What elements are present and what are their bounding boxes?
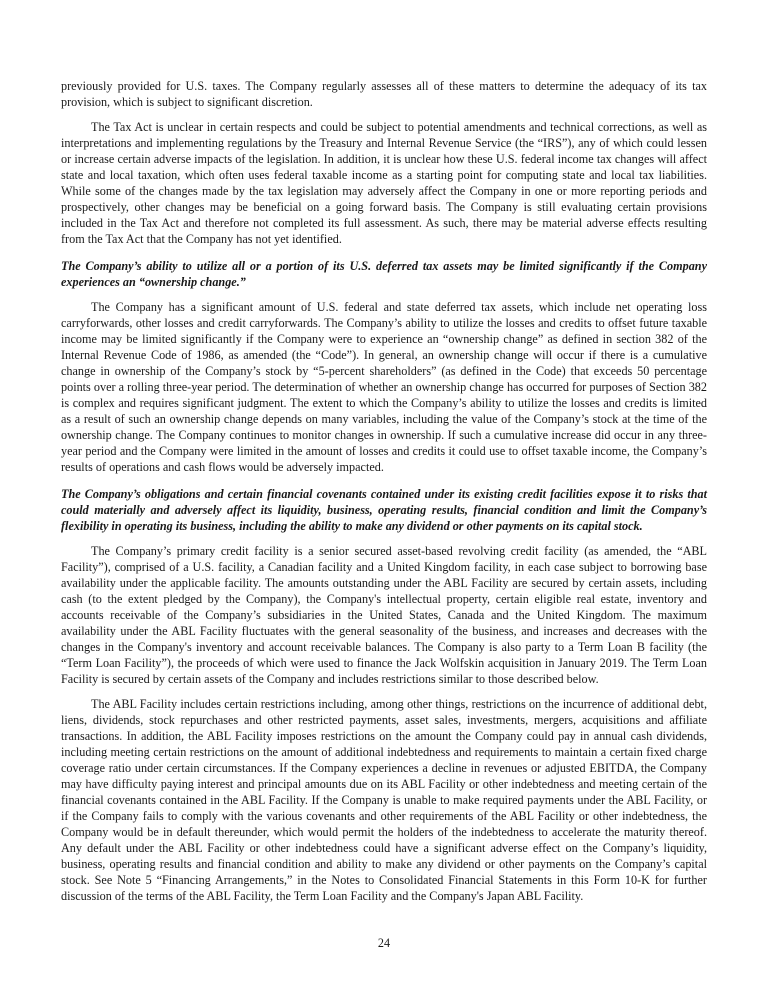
paragraph-abl-facility: The Company’s primary credit facility is a senior secured asset-based revolving credit facility (as amended, the “ABL Facility”), comprised of a U.S. facility, a Canadian facility and a United Kingdom facility, in each case subject to borrowing base availability under the applicable facility. The amounts outstanding under the ABL Facility are secured by certain assets, including cash (to the extent pledged by the Company), the Company's intellectual property, certain eligible real estate, inventory and accounts receivable of the Company’s subsidiaries in the United States, Canada and the United Kingdom. The maximum availability under the ABL Facility fluctuates with the general seasonality of the business, and increases and decreases with the changes in the Company's inventory and account receivable balances. The Company is also party to a Term Loan B facility (the “Term Loan Facility”), the proceeds of which were used to finance the Jack Wolfskin acquisition in January 2019. The Term Loan Facility is secured by certain assets of the Company and includes restrictions similar to those described below. [61, 544, 707, 686]
risk-heading-ownership-change: The Company’s ability to utilize all or a portion of its U.S. deferred tax assets may be limited significantly if the Company experiences an “ownership change.” [61, 259, 707, 289]
paragraph-deferred-tax-assets: The Company has a significant amount of U.S. federal and state deferred tax assets, which include net operating loss carryforwards, other losses and credit carryforwards. The Company’s ability to utilize the losses and credits to offset future taxable income may be limited significantly if the Company were to experience an “ownership change” as defined in section 382 of the Internal Revenue Code of 1986, as amended (the “Code”). In general, an ownership change will occur if there is a cumulative change in ownership of the Company’s stock by “5-percent shareholders” (as defined in the Code) that exceeds 50 percentage points over a rolling three-year period. The determination of whether an ownership change has occurred for purposes of Section 382 is complex and requires significant judgment. The extent to which the Company’s ability to utilize the losses and credits is limited as a result of such an ownership change depends on many variables, including the value of the Company’s stock at the time of the ownership change. The Company continues to monitor changes in ownership. If such a cumulative increase did occur in any three-year period and the Company were limited in the amount of losses and credits it could use to offset taxable income, the Company’s results of operations and cash flows would be adversely impacted. [61, 300, 707, 474]
risk-heading-credit-facilities: The Company’s obligations and certain financial covenants contained under its existing credit facilities expose it to risks that could materially and adversely affect its liquidity, business, operating results, financial condition and limit the Company’s flexibility in operating its business, including the ability to make any dividend or other payments on its capital stock. [61, 487, 707, 533]
page-number: 24 [377, 936, 391, 950]
paragraph-tax-act: The Tax Act is unclear in certain respects and could be subject to potential amendments and technical corrections, as well as interpretations and implementing regulations by the Treasury and Internal Revenue Service (the “IRS”), any of which could lessen or increase certain adverse impacts of the legislation. In addition, it is unclear how these U.S. federal income tax changes will affect state and local taxation, which often uses federal taxable income as a starting point for computing state and local tax liabilities. While some of the changes made by the tax legislation may adversely affect the Company in one or more reporting periods and prospectively, other changes may be beneficial on a going forward basis. The Company is still evaluating certain provisions included in the Tax Act and therefore not completed its full assessment. As such, there may be material adverse effects resulting from the Tax Act that the Company has not yet identified. [61, 120, 707, 246]
page-body-text [61, 78, 707, 913]
paragraph-tax-provision-continuation: previously provided for U.S. taxes. The Company regularly assesses all of these matters to determine the adequacy of its tax provision, which is subject to significant discretion. [61, 79, 707, 109]
paragraph-abl-restrictions: The ABL Facility includes certain restrictions including, among other things, restrictions on the incurrence of additional debt, liens, dividends, stock repurchases and other restricted payments, asset sales, investments, mergers, acquisitions and affiliate transactions. In addition, the ABL Facility imposes restrictions on the amount the Company could pay in annual cash dividends, including meeting certain restrictions on the amount of additional indebtedness and requirements to maintain a certain fixed charge coverage ratio under certain circumstances. If the Company experiences a decline in revenues or adjusted EBITDA, the Company may have difficulty paying interest and principal amounts due on its ABL Facility or other indebtedness and meeting certain of the financial covenants contained in the ABL Facility. If the Company is unable to make required payments under the ABL Facility, or if the Company fails to comply with the various covenants and other requirements of the ABL Facility or other indebtedness, the Company would be in default thereunder, which would permit the holders of the indebtedness to accelerate the maturity thereof. Any default under the ABL Facility or other indebtedness could have a significant adverse effect on the Company’s liquidity, business, operating results and financial condition and ability to make any dividend or other payments on the Company’s capital stock. See Note 5 “Financing Arrangements,” in the Notes to Consolidated Financial Statements in this Form 10-K for further discussion of the terms of the ABL Facility, the Term Loan Facility and the Company's Japan ABL Facility. [61, 697, 707, 903]
